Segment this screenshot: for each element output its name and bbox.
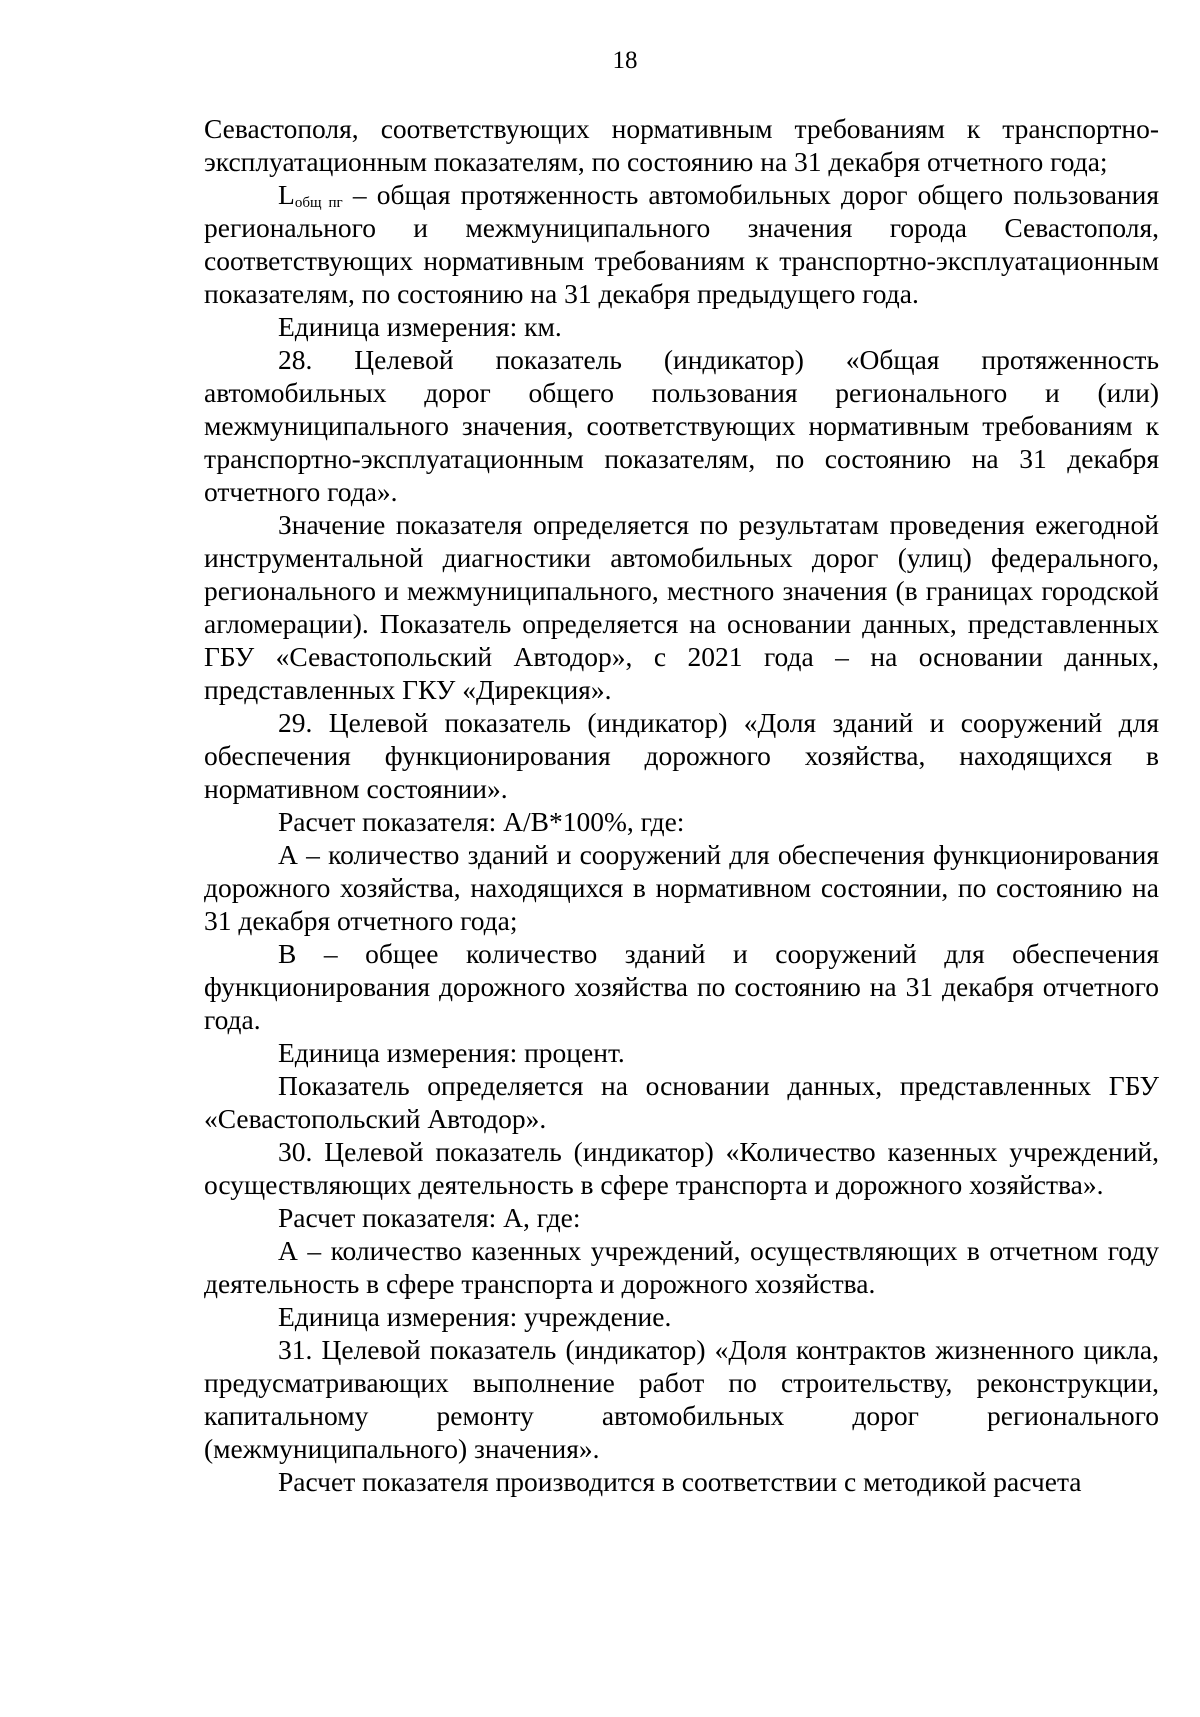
paragraph-definition-b: В – общее количество зданий и сооружений для обеспечения функционирования дорожного хозяйства по состоянию на 31 декабря отчетного года. xyxy=(204,938,1159,1035)
paragraph-indicator-28: 28. Целевой показатель (индикатор) «Общая протяженность автомобильных дорог общего пользования регионального и (или) межмуниципального значения, соответствующих нормативным требованиям к транспортно-эксплуатационным показателям, по состоянию на 31 декабря отчетного года». xyxy=(204,344,1159,507)
paragraph-unit-km: Единица измерения: км. xyxy=(278,311,562,342)
paragraph-definition-a-30: А – количество казенных учреждений, осуществляющих в отчетном году деятельность в сфере транспорта и дорожного хозяйства. xyxy=(204,1235,1159,1299)
page-number: 18 xyxy=(612,47,638,74)
paragraph-calculation-29: Расчет показателя: А/В*100%, где: xyxy=(278,806,685,837)
paragraph-l-definition xyxy=(204,178,1159,310)
paragraph-source-29: Показатель определяется на основании данных, представленных ГБУ «Севастопольский Автодор». xyxy=(204,1070,1159,1134)
paragraph-indicator-30: 30. Целевой показатель (индикатор) «Количество казенных учреждений, осуществляющих деятельность в сфере транспорта и дорожного хозяйства». xyxy=(204,1136,1159,1200)
paragraph-unit-percent: Единица измерения: процент. xyxy=(278,1037,625,1068)
paragraph-calculation-31: Расчет показателя производится в соответствии с методикой расчета xyxy=(278,1466,1082,1497)
formula-symbol: L xyxy=(278,179,295,210)
paragraph-definition-a: А – количество зданий и сооружений для обеспечения функционирования дорожного хозяйства, находящихся в нормативном состоянии, по состоянию на 31 декабря отчетного года; xyxy=(204,839,1159,936)
paragraph-indicator-29: 29. Целевой показатель (индикатор) «Доля зданий и сооружений для обеспечения функционирования дорожного хозяйства, находящихся в нормативном состоянии». xyxy=(204,707,1159,804)
paragraph-indicator-28-value: Значение показателя определяется по результатам проведения ежегодной инструментальной диагностики автомобильных дорог (улиц) федерального, регионального и межмуниципального, местного значения (в границах городской агломерации). Показатель определяется на основании данных, представленных ГБУ «Севастопольский Автодор», с 2021 года – на основании данных, представленных ГКУ «Дирекция». xyxy=(204,509,1159,705)
paragraph-indicator-31: 31. Целевой показатель (индикатор) «Доля контрактов жизненного цикла, предусматривающих выполнение работ по строительству, реконструкции, капитальному ремонту автомобильных дорог регионального (межмуниципального) значения». xyxy=(204,1334,1159,1464)
paragraph-unit-institution: Единица измерения: учреждение. xyxy=(278,1301,672,1332)
formula-subscript: общ пг xyxy=(294,195,343,211)
paragraph-continuation: Севастополя, соответствующих нормативным требованиям к транспортно-эксплуатационным показателям, по состоянию на 31 декабря отчетного года; xyxy=(204,113,1159,177)
document-body xyxy=(204,112,1159,1498)
paragraph-text: – общая протяженность автомобильных дорог общего пользования регионального и межмуниципального значения города Севастополя, соответствующих нормативным требованиям к транспортно-эксплуатационным показателям, по состоянию на 31 декабря предыдущего года. xyxy=(204,179,1159,309)
paragraph-calculation-30: Расчет показателя: А, где: xyxy=(278,1202,581,1233)
